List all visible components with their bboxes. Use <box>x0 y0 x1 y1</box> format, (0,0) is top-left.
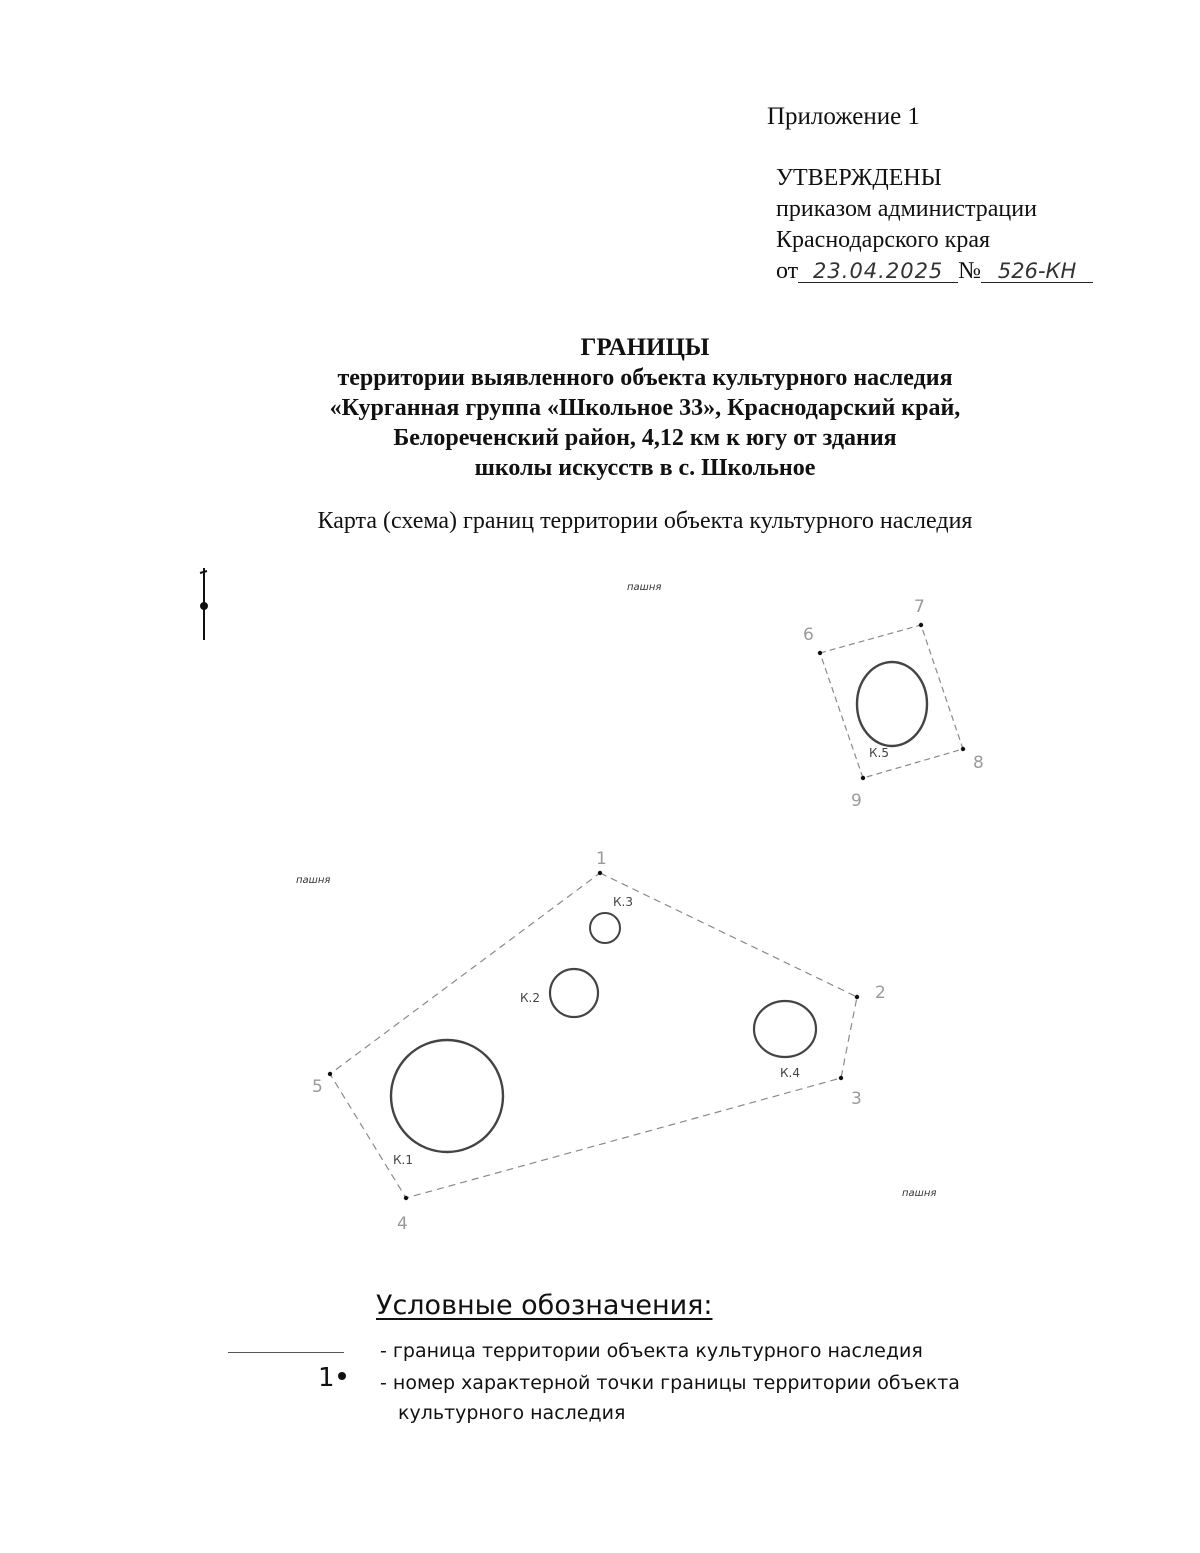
kurgan-mound-k4 <box>754 1001 816 1057</box>
point-label-9: 9 <box>851 791 862 811</box>
field-label-bottom: пашня <box>902 1188 937 1199</box>
kurgan-label-k3: К.3 <box>613 895 633 909</box>
kurgan-mound-k1 <box>391 1040 503 1152</box>
field-label-top: пашня <box>627 582 662 593</box>
point-marker-9 <box>861 776 865 780</box>
approved-title: УТВЕРЖДЕНЫ <box>776 165 942 191</box>
field-label-left: пашня <box>296 875 331 886</box>
number-prefix: № <box>958 258 982 284</box>
legend-point-text-line1: - номер характерной точки границы территории объекта <box>380 1372 960 1394</box>
boundary-polygon-1 <box>330 873 857 1198</box>
point-marker-3 <box>839 1076 843 1080</box>
point-marker-2 <box>855 995 859 999</box>
handwritten-number: 526-КН <box>981 260 1093 283</box>
legend-point-number-sample: 1 <box>318 1363 335 1393</box>
point-label-4: 4 <box>397 1214 408 1234</box>
point-label-1: 1 <box>596 849 607 869</box>
approved-by-line2: Краснодарского края <box>776 227 991 253</box>
point-marker-7 <box>919 623 923 627</box>
legend-point-text-line2: культурного наследия <box>398 1402 626 1424</box>
approved-by-line1: приказом администрации <box>776 196 1037 222</box>
handwritten-date: 23.04.2025 <box>798 260 958 283</box>
point-label-2: 2 <box>875 983 886 1003</box>
boundary-polygon-2 <box>820 625 963 778</box>
legend-boundary-text: - граница территории объекта культурного наследия <box>380 1340 923 1362</box>
kurgan-label-k5: К.5 <box>869 746 889 760</box>
legend-title: Условные обозначения: <box>376 1290 713 1321</box>
kurgan-mound-k3 <box>590 913 620 943</box>
kurgan-mound-k2 <box>550 969 598 1017</box>
point-label-3: 3 <box>851 1089 862 1109</box>
boundary-point-markers <box>328 623 965 1200</box>
point-label-5: 5 <box>312 1077 323 1097</box>
kurgan-label-k1: К.1 <box>393 1153 413 1167</box>
kurgan-label-k2: К.2 <box>520 991 540 1005</box>
north-arrow-icon <box>200 568 207 640</box>
legend-boundary-line-sample <box>228 1352 344 1353</box>
kurgan-mound-k5 <box>857 662 927 746</box>
title-line4: школы искусств в с. Школьное <box>474 455 816 481</box>
point-label-6: 6 <box>803 625 814 645</box>
title-line1: территории выявленного объекта культурного наследия <box>337 365 953 391</box>
point-marker-1 <box>598 871 602 875</box>
point-marker-4 <box>404 1196 408 1200</box>
appendix-label: Приложение 1 <box>767 103 920 130</box>
kurgan-label-k4: К.4 <box>780 1066 800 1080</box>
title-line3: Белореченский район, 4,12 км к югу от здания <box>393 425 897 451</box>
date-prefix: от <box>776 258 799 284</box>
point-label-7: 7 <box>914 597 925 617</box>
map-caption: Карта (схема) границ территории объекта культурного наследия <box>317 508 973 534</box>
title-line2: «Курганная группа «Школьное 33», Краснодарский край, <box>329 395 961 421</box>
point-label-8: 8 <box>973 753 984 773</box>
legend-point-dot-icon <box>338 1372 346 1380</box>
point-marker-5 <box>328 1072 332 1076</box>
title-main: ГРАНИЦЫ <box>580 334 710 361</box>
point-marker-6 <box>818 651 822 655</box>
point-marker-8 <box>961 747 965 751</box>
